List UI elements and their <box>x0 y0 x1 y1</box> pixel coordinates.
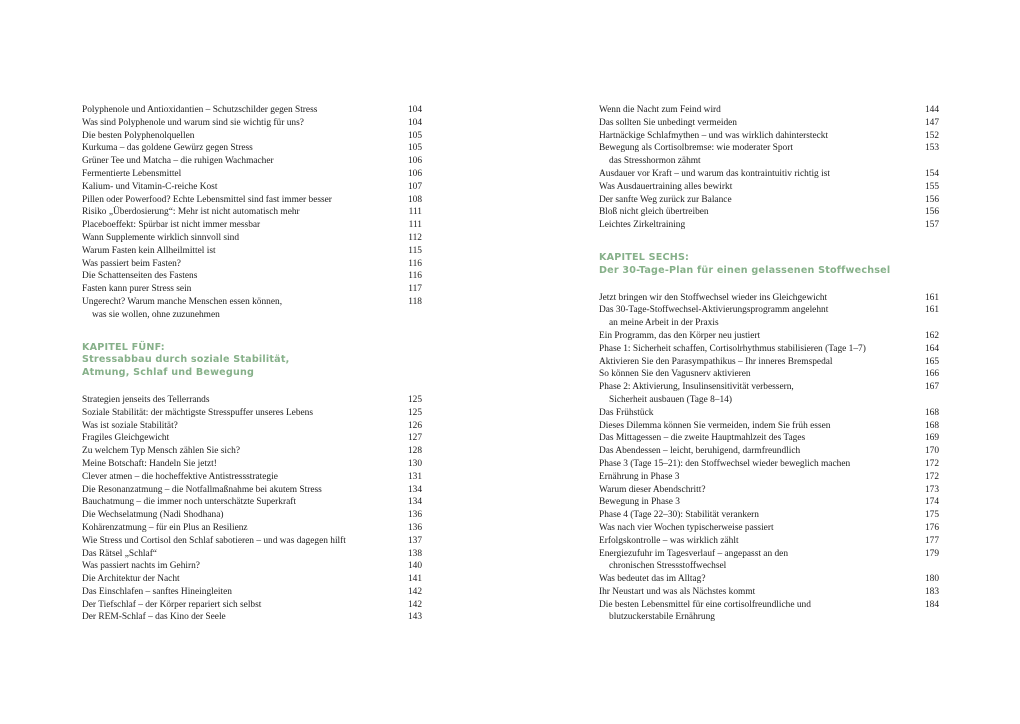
toc-entry-title <box>599 181 925 194</box>
toc-entry-page-number: 131 <box>407 471 422 482</box>
toc-entry-page-number: 177 <box>924 535 939 546</box>
toc-entry <box>82 509 422 522</box>
toc-entry <box>82 245 422 258</box>
toc-entry-title <box>599 292 925 305</box>
chapter-title-line: Der 30-Tage-Plan für einen gelassenen Stoffwechsel <box>599 264 891 276</box>
toc-entry-title-line: Ihr Neustart und was als Nächstes kommt <box>599 586 756 597</box>
toc-entry <box>599 356 939 369</box>
toc-entry-title <box>599 330 925 343</box>
toc-entry-title <box>599 356 925 369</box>
toc-entry <box>82 535 422 548</box>
toc-entry-page-number: 165 <box>924 356 939 367</box>
toc-entry-title-line: Was nach vier Wochen typischerweise passiert <box>599 522 774 533</box>
toc-list <box>82 394 422 624</box>
toc-entry <box>82 586 422 599</box>
toc-entry-title <box>82 219 409 232</box>
toc-entry-title-line: Aktivieren Sie den Parasympathikus – Ihr inneres Bremspedal <box>599 356 833 367</box>
chapter-label: KAPITEL FÜNF: <box>82 341 165 353</box>
toc-entry-page-number: 179 <box>924 548 939 559</box>
toc-entry-title-line: Hartnäckige Schlafmythen – und was wirklich dahintersteckt <box>599 130 829 141</box>
toc-entry-title <box>82 599 408 612</box>
toc-list <box>82 104 422 322</box>
toc-entry-page-number: 137 <box>407 535 422 546</box>
chapter-title-line: Stressabbau durch soziale Stabilität, <box>82 354 290 366</box>
toc-entry <box>599 458 939 471</box>
toc-entry-title-line: Bloß nicht gleich übertreiben <box>599 207 709 218</box>
toc-entry <box>82 548 422 561</box>
toc-entry-title <box>82 194 408 207</box>
toc-entry-title <box>599 484 925 497</box>
toc-entry-title <box>82 420 408 433</box>
toc-entry <box>599 117 939 130</box>
toc-entry-page-number: 162 <box>924 330 939 341</box>
toc-entry <box>599 445 939 458</box>
toc-entry-page-number: 144 <box>924 105 939 115</box>
toc-entry-title-line: Der sanfte Weg zurück zur Balance <box>599 194 732 205</box>
toc-entry-title-line: Das Mittagessen – die zweite Hauptmahlzeit des Tages <box>599 433 806 444</box>
toc-entry-title-line: Meine Botschaft: Handeln Sie jetzt! <box>82 458 217 469</box>
toc-entry-page-number: 140 <box>407 561 422 572</box>
toc-entry-title <box>599 548 925 574</box>
toc-entry-title-line: Das Rätsel „Schlaf“ <box>82 548 157 559</box>
toc-entry-title-line: Bewegung als Cortisolbremse: wie moderater Sport <box>599 143 793 154</box>
toc-entry-title-line: Fermentierte Lebensmittel <box>82 168 182 179</box>
toc-entry-title-line: Was Ausdauertraining alles bewirkt <box>599 181 733 192</box>
toc-entry <box>82 206 422 219</box>
toc-entry-title-line: Soziale Stabilität: der mächtigste Stresspuffer unseres Lebens <box>82 407 314 418</box>
toc-entry <box>82 142 422 155</box>
toc-entry-page-number: 156 <box>924 194 939 205</box>
toc-entry-page-number: 168 <box>924 420 939 431</box>
toc-entry-title-line: Die besten Polyphenolquellen <box>82 130 195 141</box>
toc-entry-page-number: 154 <box>924 168 939 179</box>
toc-entry-page-number: 183 <box>924 586 939 597</box>
toc-entry-title-line: Phase 3 (Tage 15–21): den Stoffwechsel wieder beweglich machen <box>599 458 851 469</box>
toc-entry-title <box>82 458 408 471</box>
toc-entry-title-line: Sicherheit ausbauen (Tage 8–14) <box>609 394 732 405</box>
toc-entry <box>599 330 939 343</box>
toc-list <box>599 104 939 232</box>
chapter-title-line: Atmung, Schlaf und Bewegung <box>82 367 255 379</box>
toc-entry-title <box>599 458 925 471</box>
toc-entry-title <box>82 155 408 168</box>
toc-entry-title-line: chronischen Stressstoffwechsel <box>609 561 727 572</box>
toc-entry-page-number: 104 <box>407 105 422 115</box>
toc-entry-title <box>599 471 925 484</box>
toc-entry-page-number: 134 <box>407 484 422 495</box>
toc-entry-page-number: 143 <box>407 612 422 623</box>
toc-entry <box>599 304 939 330</box>
toc-entry-title-line: Das 30-Tage-Stoffwechsel-Aktivierungsprogramm angelehnt <box>599 305 829 316</box>
toc-entry-title-line: Zu welchem Typ Mensch zählen Sie sich? <box>82 446 240 457</box>
toc-entry-title-line: Placeboeffekt: Spürbar ist nicht immer messbar <box>82 220 261 231</box>
toc-entry-page-number: 172 <box>924 471 939 482</box>
toc-entry <box>599 599 939 625</box>
toc-entry <box>599 104 939 117</box>
toc-entry <box>599 292 939 305</box>
toc-entry-title-line: Pillen oder Powerfood? Echte Lebensmittel sind fast immer besser <box>82 194 332 205</box>
toc-entry-page-number: 136 <box>407 510 422 521</box>
toc-entry-title <box>82 206 409 219</box>
right-page <box>599 104 939 624</box>
toc-entry-title-line: Was passiert nachts im Gehirn? <box>82 561 200 572</box>
toc-entry-page-number: 105 <box>407 130 422 141</box>
toc-entry-title <box>599 407 925 420</box>
toc-entry <box>599 548 939 574</box>
toc-entry-page-number: 107 <box>407 181 422 192</box>
toc-entry-title-line: Warum dieser Abendschritt? <box>599 484 706 495</box>
toc-entry-page-number: 116 <box>408 271 422 282</box>
toc-entry <box>82 445 422 458</box>
toc-entry-page-number: 176 <box>924 522 939 533</box>
toc-entry <box>599 407 939 420</box>
toc-entry-title <box>599 496 925 509</box>
toc-entry-page-number: 125 <box>407 394 422 405</box>
toc-entry-title <box>599 343 925 356</box>
toc-entry-page-number: 152 <box>924 130 939 141</box>
toc-entry-title-line: Clever atmen – die hocheffektive Antistressstrategie <box>82 471 278 482</box>
chapter-label: KAPITEL SECHS: <box>599 251 690 263</box>
toc-entry-page-number: 156 <box>924 207 939 218</box>
toc-entry-title-line: Wann Supplemente wirklich sinnvoll sind <box>82 232 240 243</box>
toc-entry-title <box>599 509 925 522</box>
toc-entry <box>82 194 422 207</box>
toc-entry <box>599 420 939 433</box>
toc-entry-page-number: 164 <box>924 343 939 354</box>
toc-entry-title-line: Kurkuma – das goldene Gewürz gegen Stress <box>82 143 253 154</box>
toc-entry-title <box>599 381 925 407</box>
toc-entry-title <box>599 117 925 130</box>
toc-entry <box>82 420 422 433</box>
toc-entry-page-number: 117 <box>408 284 422 295</box>
toc-entry-title <box>82 471 408 484</box>
toc-entry <box>82 573 422 586</box>
toc-entry-page-number: 167 <box>924 382 939 393</box>
toc-entry <box>82 560 422 573</box>
toc-entry-title-line: Wenn die Nacht zum Feind wird <box>599 105 721 115</box>
toc-entry-title-line: Ungerecht? Warum manche Menschen essen können, <box>82 296 283 307</box>
toc-entry-page-number: 127 <box>407 433 422 444</box>
toc-entry <box>82 407 422 420</box>
toc-entry-title-line: Fragiles Gleichgewicht <box>82 433 170 444</box>
toc-entry-title-line: Phase 4 (Tage 22–30): Stabilität verankern <box>599 510 759 521</box>
toc-entry-title <box>82 270 408 283</box>
toc-entry <box>82 181 422 194</box>
toc-entry-title <box>82 283 408 296</box>
toc-entry-page-number: 168 <box>924 407 939 418</box>
toc-entry-page-number: 173 <box>924 484 939 495</box>
toc-entry-page-number: 136 <box>407 522 422 533</box>
toc-entry <box>82 155 422 168</box>
toc-entry-title-line: Die Architektur der Nacht <box>82 574 180 585</box>
toc-entry-page-number: 169 <box>924 433 939 444</box>
toc-entry-page-number: 130 <box>407 458 422 469</box>
toc-entry-title <box>82 130 408 143</box>
toc-entry-title-line: Jetzt bringen wir den Stoffwechsel wieder ins Gleichgewicht <box>599 292 828 303</box>
chapter-heading <box>599 252 939 278</box>
toc-entry-title-line: Polyphenole und Antioxidantien – Schutzschilder gegen Stress <box>82 105 318 115</box>
toc-entry-title <box>82 496 408 509</box>
toc-entry-page-number: 142 <box>407 586 422 597</box>
toc-entry <box>82 130 422 143</box>
toc-entry-title <box>82 104 408 117</box>
toc-entry <box>599 206 939 219</box>
toc-entry-title <box>82 394 408 407</box>
toc-entry-title-line: an meine Arbeit in der Praxis <box>609 318 719 329</box>
toc-entry-title <box>599 142 925 168</box>
toc-entry-title-line: Bauchatmung – die immer noch unterschätzte Superkraft <box>82 497 296 508</box>
toc-entry <box>82 219 422 232</box>
toc-entry-page-number: 166 <box>924 369 939 380</box>
toc-entry <box>599 586 939 599</box>
toc-entry-title <box>82 432 408 445</box>
toc-entry-title <box>599 586 925 599</box>
toc-entry-title-line: Risiko „Überdosierung“: Mehr ist nicht automatisch mehr <box>82 207 300 218</box>
toc-entry <box>82 296 422 322</box>
toc-entry-title <box>82 586 408 599</box>
chapter-heading <box>82 342 422 380</box>
toc-entry-title-line: das Stresshormon zähmt <box>609 156 701 167</box>
toc-entry-page-number: 108 <box>407 194 422 205</box>
toc-entry <box>599 471 939 484</box>
toc-entry-title-line: So können Sie den Vagusnerv aktivieren <box>599 369 751 380</box>
toc-entry-title-line: Strategien jenseits des Tellerrands <box>82 394 210 405</box>
toc-entry-title <box>599 522 925 535</box>
toc-entry-title-line: Das Abendessen – leicht, beruhigend, darmfreundlich <box>599 446 801 457</box>
toc-entry <box>82 484 422 497</box>
toc-entry-page-number: 128 <box>407 446 422 457</box>
toc-entry-title <box>82 560 408 573</box>
toc-entry <box>599 181 939 194</box>
toc-entry <box>82 283 422 296</box>
toc-entry-page-number: 115 <box>408 245 422 256</box>
toc-entry-page-number: 111 <box>408 207 422 218</box>
toc-entry-title <box>82 181 408 194</box>
toc-entry <box>82 232 422 245</box>
toc-entry <box>82 471 422 484</box>
toc-entry-title-line: Die Wechselatmung (Nadi Shodhana) <box>82 510 224 521</box>
toc-entry <box>82 168 422 181</box>
toc-entry-title-line: Fasten kann purer Stress sein <box>82 284 192 295</box>
toc-entry <box>82 270 422 283</box>
toc-entry-title <box>599 420 925 433</box>
toc-entry-page-number: 153 <box>924 143 939 154</box>
toc-entry <box>599 219 939 232</box>
toc-entry-page-number: 172 <box>924 458 939 469</box>
toc-entry <box>599 484 939 497</box>
toc-entry-page-number: 118 <box>408 296 422 307</box>
toc-entry-title <box>599 168 925 181</box>
toc-entry <box>82 258 422 271</box>
toc-entry-title-line: Energiezufuhr im Tagesverlauf – angepasst an den <box>599 548 789 559</box>
toc-entry-title-line: Kalium- und Vitamin-C-reiche Kost <box>82 181 218 192</box>
toc-entry-title <box>599 368 925 381</box>
toc-entry-title-line: Der REM-Schlaf – das Kino der Seele <box>82 612 226 623</box>
toc-entry-title <box>82 258 408 271</box>
toc-entry-title <box>82 611 408 624</box>
toc-entry-page-number: 141 <box>407 574 422 585</box>
toc-entry-page-number: 142 <box>407 599 422 610</box>
toc-entry <box>599 496 939 509</box>
toc-entry-title-line: Was sind Polyphenole und warum sind sie wichtig für uns? <box>82 117 304 128</box>
toc-entry-title <box>599 130 925 143</box>
toc-entry <box>82 599 422 612</box>
toc-entry <box>82 522 422 535</box>
toc-entry-title <box>82 509 408 522</box>
toc-entry <box>599 509 939 522</box>
toc-entry-title <box>599 304 925 330</box>
toc-entry-title-line: Das sollten Sie unbedingt vermeiden <box>599 117 737 128</box>
toc-entry-title <box>599 445 925 458</box>
toc-entry-title-line: Bewegung in Phase 3 <box>599 497 680 508</box>
toc-entry-title-line: Die Schattenseiten des Fastens <box>82 271 198 282</box>
toc-entry-title-line: Das Einschlafen – sanftes Hineingleiten <box>82 586 232 597</box>
toc-entry-title <box>82 142 408 155</box>
toc-entry <box>599 168 939 181</box>
toc-entry-title-line: Ernährung in Phase 3 <box>599 471 680 482</box>
toc-entry <box>599 194 939 207</box>
toc-entry-title-line: Was ist soziale Stabilität? <box>82 420 178 431</box>
toc-entry-page-number: 134 <box>407 497 422 508</box>
toc-entry-title <box>599 104 925 117</box>
toc-entry-title-line: Die besten Lebensmittel für eine cortisolfreundliche und <box>599 599 811 610</box>
toc-entry <box>599 535 939 548</box>
toc-entry-page-number: 161 <box>924 292 939 303</box>
toc-entry-title <box>599 194 925 207</box>
toc-entry-page-number: 105 <box>407 143 422 154</box>
toc-entry-title <box>82 548 408 561</box>
toc-entry <box>82 458 422 471</box>
toc-entry <box>599 343 939 356</box>
toc-entry-page-number: 174 <box>924 497 939 508</box>
toc-entry <box>82 117 422 130</box>
toc-entry-title-line: Was bedeutet das im Alltag? <box>599 574 706 585</box>
toc-entry-title-line: Phase 2: Aktivierung, Insulinsensitivität verbessern, <box>599 382 794 393</box>
toc-entry-title <box>82 573 408 586</box>
toc-entry-page-number: 106 <box>407 156 422 167</box>
toc-entry <box>599 142 939 168</box>
toc-entry-title-line: Was passiert beim Fasten? <box>82 258 181 269</box>
toc-entry <box>82 432 422 445</box>
toc-entry-title-line: Erfolgskontrolle – was wirklich zählt <box>599 535 739 546</box>
toc-entry-page-number: 125 <box>407 407 422 418</box>
toc-entry-title-line: Phase 1: Sicherheit schaffen, Cortisolrhythmus stabilisieren (Tage 1–7) <box>599 343 866 354</box>
toc-entry-page-number: 106 <box>407 168 422 179</box>
toc-entry-title <box>82 484 408 497</box>
toc-entry-title-line: Der Tiefschlaf – der Körper repariert sich selbst <box>82 599 262 610</box>
toc-entry <box>82 611 422 624</box>
toc-entry-title <box>599 599 925 625</box>
left-page <box>82 104 422 624</box>
toc-entry-title <box>599 535 925 548</box>
toc-entry <box>82 104 422 117</box>
toc-entry-page-number: 180 <box>924 574 939 585</box>
toc-entry-page-number: 116 <box>408 258 422 269</box>
toc-entry <box>599 381 939 407</box>
toc-entry-title-line: Ausdauer vor Kraft – und warum das kontraintuitiv richtig ist <box>599 168 830 179</box>
toc-entry <box>82 394 422 407</box>
toc-entry <box>599 432 939 445</box>
toc-entry-title <box>599 432 925 445</box>
toc-entry-page-number: 126 <box>407 420 422 431</box>
toc-entry-title-line: was sie wollen, ohne zuzunehmen <box>92 309 220 320</box>
toc-entry-title <box>82 245 408 258</box>
toc-entry-page-number: 170 <box>924 446 939 457</box>
toc-list <box>599 292 939 625</box>
toc-entry-title-line: Kohärenzatmung – für ein Plus an Resilienz <box>82 522 248 533</box>
toc-entry-title-line: Wie Stress und Cortisol den Schlaf sabotieren – und was dagegen hilft <box>82 535 346 546</box>
toc-entry-page-number: 111 <box>408 220 422 231</box>
toc-entry-title <box>82 296 408 322</box>
toc-entry-title-line: Ein Programm, das den Körper neu justiert <box>599 330 761 341</box>
toc-entry-page-number: 161 <box>924 305 939 316</box>
toc-entry-title <box>82 407 408 420</box>
toc-entry-title-line: Dieses Dilemma können Sie vermeiden, indem Sie früh essen <box>599 420 831 431</box>
toc-entry-page-number: 157 <box>924 220 939 231</box>
toc-entry-title-line: blutzuckerstabile Ernährung <box>609 612 715 623</box>
toc-entry-page-number: 184 <box>924 599 939 610</box>
toc-entry-title-line: Leichtes Zirkeltraining <box>599 220 686 231</box>
toc-entry-page-number: 138 <box>407 548 422 559</box>
toc-entry-title-line: Das Frühstück <box>599 407 654 418</box>
toc-entry-title <box>599 573 925 586</box>
toc-entry-page-number: 155 <box>924 181 939 192</box>
toc-entry <box>599 573 939 586</box>
toc-entry <box>599 522 939 535</box>
toc-entry-page-number: 147 <box>924 117 939 128</box>
toc-entry-title <box>82 232 408 245</box>
toc-entry-title-line: Grüner Tee und Matcha – die ruhigen Wachmacher <box>82 156 274 167</box>
toc-entry-title <box>82 535 408 548</box>
toc-entry-title <box>82 445 408 458</box>
toc-entry <box>599 368 939 381</box>
toc-entry-title <box>82 117 408 130</box>
toc-entry-title <box>82 168 408 181</box>
toc-entry-title-line: Die Resonanzatmung – die Notfallmaßnahme bei akutem Stress <box>82 484 322 495</box>
toc-entry-page-number: 104 <box>407 117 422 128</box>
toc-entry-title <box>599 206 925 219</box>
toc-entry-page-number: 175 <box>924 510 939 521</box>
toc-entry-title <box>82 522 408 535</box>
toc-entry <box>599 130 939 143</box>
toc-entry <box>82 496 422 509</box>
toc-entry-title <box>599 219 925 232</box>
toc-entry-title-line: Warum Fasten kein Allheilmittel ist <box>82 245 216 256</box>
toc-entry-page-number: 112 <box>408 232 422 243</box>
